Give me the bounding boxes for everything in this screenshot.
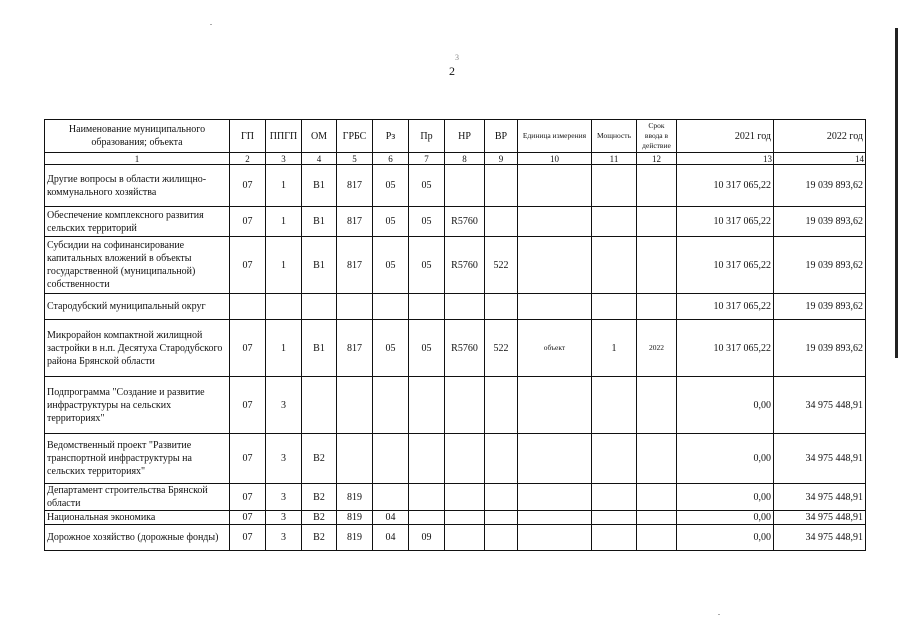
cell-nr: R5760 [445, 320, 485, 377]
col-header-nr: НР [445, 120, 485, 153]
cell-gp: 07 [230, 511, 266, 525]
cell-vr [485, 207, 518, 237]
cell-capacity [592, 165, 637, 207]
cell-grbs [337, 434, 373, 484]
table-row [45, 320, 866, 377]
column-index: 5 [337, 153, 373, 165]
table-row [45, 511, 866, 525]
cell-capacity [592, 207, 637, 237]
cell-ppgp: 3 [266, 525, 302, 551]
col-header-unit: Единица измерения [518, 120, 592, 153]
cell-grbs [337, 377, 373, 434]
cell-pr: 05 [409, 207, 445, 237]
cell-nr [445, 377, 485, 434]
scan-speck [210, 24, 212, 25]
cell-rz [373, 484, 409, 511]
cell-pr: 05 [409, 320, 445, 377]
col-header-gp: ГП [230, 120, 266, 153]
table-row [45, 525, 866, 551]
cell-rz: 04 [373, 511, 409, 525]
cell-unit [518, 207, 592, 237]
cell-ppgp: 1 [266, 165, 302, 207]
table-row [45, 434, 866, 484]
cell-vr [485, 525, 518, 551]
col-header-2021: 2021 год [677, 120, 774, 153]
cell-om: B1 [302, 237, 337, 294]
cell-term [637, 207, 677, 237]
cell-y2021: 10 317 065,22 [677, 237, 774, 294]
cell-vr [485, 165, 518, 207]
cell-gp: 07 [230, 165, 266, 207]
col-header-term: Срок ввода в действие [637, 120, 677, 153]
cell-term [637, 511, 677, 525]
cell-y2021: 0,00 [677, 511, 774, 525]
cell-name: Ведомственный проект "Развитие транспортной инфраструктуры на сельских территориях" [45, 434, 230, 484]
cell-unit [518, 434, 592, 484]
cell-y2022: 34 975 448,91 [774, 484, 866, 511]
cell-y2022: 19 039 893,62 [774, 237, 866, 294]
cell-rz: 05 [373, 207, 409, 237]
cell-om: B1 [302, 320, 337, 377]
cell-om: B1 [302, 207, 337, 237]
cell-unit [518, 237, 592, 294]
cell-rz [373, 434, 409, 484]
cell-nr [445, 525, 485, 551]
cell-y2021: 10 317 065,22 [677, 294, 774, 320]
cell-pr [409, 434, 445, 484]
cell-vr [485, 377, 518, 434]
cell-capacity [592, 294, 637, 320]
cell-nr [445, 165, 485, 207]
cell-term: 2022 [637, 320, 677, 377]
cell-vr [485, 294, 518, 320]
cell-rz: 05 [373, 237, 409, 294]
cell-rz [373, 377, 409, 434]
cell-nr [445, 434, 485, 484]
col-header-capacity: Мощность [592, 120, 637, 153]
cell-term [637, 237, 677, 294]
column-index: 1 [45, 153, 230, 165]
cell-rz: 04 [373, 525, 409, 551]
cell-capacity: 1 [592, 320, 637, 377]
cell-pr: 05 [409, 165, 445, 207]
cell-nr [445, 294, 485, 320]
cell-om [302, 377, 337, 434]
cell-unit [518, 377, 592, 434]
cell-y2021: 0,00 [677, 434, 774, 484]
col-header-2022: 2022 год [774, 120, 866, 153]
cell-y2021: 0,00 [677, 484, 774, 511]
column-index-row [45, 153, 866, 165]
column-index: 3 [266, 153, 302, 165]
cell-y2022: 19 039 893,62 [774, 294, 866, 320]
cell-gp: 07 [230, 377, 266, 434]
cell-grbs: 817 [337, 207, 373, 237]
cell-term [637, 525, 677, 551]
cell-vr: 522 [485, 320, 518, 377]
col-header-rz: Рз [373, 120, 409, 153]
cell-nr: R5760 [445, 237, 485, 294]
cell-capacity [592, 237, 637, 294]
cell-y2022: 34 975 448,91 [774, 377, 866, 434]
cell-nr: R5760 [445, 207, 485, 237]
column-index: 14 [774, 153, 866, 165]
cell-ppgp [266, 294, 302, 320]
table-row [45, 237, 866, 294]
column-index: 12 [637, 153, 677, 165]
cell-gp: 07 [230, 237, 266, 294]
cell-grbs: 819 [337, 511, 373, 525]
cell-y2022: 34 975 448,91 [774, 511, 866, 525]
cell-rz: 05 [373, 165, 409, 207]
cell-y2021: 0,00 [677, 377, 774, 434]
cell-rz [373, 294, 409, 320]
cell-gp: 07 [230, 320, 266, 377]
cell-term [637, 484, 677, 511]
table-row [45, 207, 866, 237]
cell-name: Микрорайон компактной жилищной застройки в н.п. Десятуха Стародубского района Брянской области [45, 320, 230, 377]
cell-name: Другие вопросы в области жилищно-коммунального хозяйства [45, 165, 230, 207]
column-index: 11 [592, 153, 637, 165]
cell-y2022: 19 039 893,62 [774, 320, 866, 377]
cell-om: B2 [302, 511, 337, 525]
col-header-om: ОМ [302, 120, 337, 153]
cell-om: B2 [302, 525, 337, 551]
table-row [45, 294, 866, 320]
cell-pr [409, 511, 445, 525]
cell-capacity [592, 434, 637, 484]
cell-name: Дорожное хозяйство (дорожные фонды) [45, 525, 230, 551]
cell-vr [485, 484, 518, 511]
cell-name: Национальная экономика [45, 511, 230, 525]
cell-grbs: 817 [337, 165, 373, 207]
cell-vr [485, 511, 518, 525]
column-index: 13 [677, 153, 774, 165]
scan-edge-bar [895, 28, 898, 358]
cell-name: Подпрограмма "Создание и развитие инфраструктуры на сельских территориях" [45, 377, 230, 434]
cell-name: Стародубский муниципальный округ [45, 294, 230, 320]
column-index: 2 [230, 153, 266, 165]
cell-ppgp: 1 [266, 207, 302, 237]
cell-term [637, 377, 677, 434]
cell-ppgp: 1 [266, 320, 302, 377]
cell-y2022: 34 975 448,91 [774, 525, 866, 551]
cell-grbs [337, 294, 373, 320]
col-header-vr: ВР [485, 120, 518, 153]
column-index: 10 [518, 153, 592, 165]
table-row [45, 484, 866, 511]
cell-grbs: 819 [337, 525, 373, 551]
scan-mark: 3 [455, 53, 459, 62]
cell-y2022: 19 039 893,62 [774, 207, 866, 237]
cell-capacity [592, 377, 637, 434]
cell-nr [445, 511, 485, 525]
cell-pr [409, 294, 445, 320]
cell-om: B1 [302, 165, 337, 207]
scan-speck [718, 614, 720, 615]
cell-ppgp: 3 [266, 434, 302, 484]
cell-unit [518, 294, 592, 320]
cell-om: B2 [302, 484, 337, 511]
cell-grbs: 817 [337, 237, 373, 294]
column-index: 4 [302, 153, 337, 165]
table-row [45, 165, 866, 207]
cell-capacity [592, 511, 637, 525]
col-header-ppgp: ППГП [266, 120, 302, 153]
cell-rz: 05 [373, 320, 409, 377]
cell-y2021: 0,00 [677, 525, 774, 551]
cell-unit [518, 484, 592, 511]
column-index: 9 [485, 153, 518, 165]
cell-ppgp: 3 [266, 511, 302, 525]
cell-unit [518, 511, 592, 525]
cell-unit [518, 525, 592, 551]
cell-gp: 07 [230, 434, 266, 484]
cell-unit [518, 165, 592, 207]
column-index: 7 [409, 153, 445, 165]
col-header-grbs: ГРБС [337, 120, 373, 153]
cell-om [302, 294, 337, 320]
column-index: 8 [445, 153, 485, 165]
cell-y2021: 10 317 065,22 [677, 165, 774, 207]
cell-pr: 09 [409, 525, 445, 551]
cell-term [637, 434, 677, 484]
cell-nr [445, 484, 485, 511]
cell-ppgp: 1 [266, 237, 302, 294]
cell-name: Субсидии на софинансирование капитальных вложений в объекты государственной (муниципальной) собственности [45, 237, 230, 294]
cell-y2021: 10 317 065,22 [677, 320, 774, 377]
cell-term [637, 165, 677, 207]
cell-ppgp: 3 [266, 484, 302, 511]
cell-name: Обеспечение комплексного развития сельских территорий [45, 207, 230, 237]
page-number: 2 [449, 64, 455, 78]
cell-vr: 522 [485, 237, 518, 294]
cell-y2022: 19 039 893,62 [774, 165, 866, 207]
column-index: 6 [373, 153, 409, 165]
cell-om: B2 [302, 434, 337, 484]
cell-gp [230, 294, 266, 320]
cell-ppgp: 3 [266, 377, 302, 434]
cell-gp: 07 [230, 525, 266, 551]
cell-capacity [592, 484, 637, 511]
cell-gp: 07 [230, 207, 266, 237]
cell-pr [409, 377, 445, 434]
col-header-pr: Пр [409, 120, 445, 153]
header-row [45, 120, 866, 153]
cell-y2021: 10 317 065,22 [677, 207, 774, 237]
cell-pr [409, 484, 445, 511]
cell-capacity [592, 525, 637, 551]
cell-pr: 05 [409, 237, 445, 294]
cell-vr [485, 434, 518, 484]
table-row [45, 377, 866, 434]
cell-unit: объект [518, 320, 592, 377]
col-header-name: Наименование муниципального образования; объекта [45, 120, 230, 153]
cell-grbs: 819 [337, 484, 373, 511]
cell-gp: 07 [230, 484, 266, 511]
cell-grbs: 817 [337, 320, 373, 377]
budget-table [44, 119, 866, 551]
cell-name: Департамент строительства Брянской области [45, 484, 230, 511]
cell-y2022: 34 975 448,91 [774, 434, 866, 484]
cell-term [637, 294, 677, 320]
